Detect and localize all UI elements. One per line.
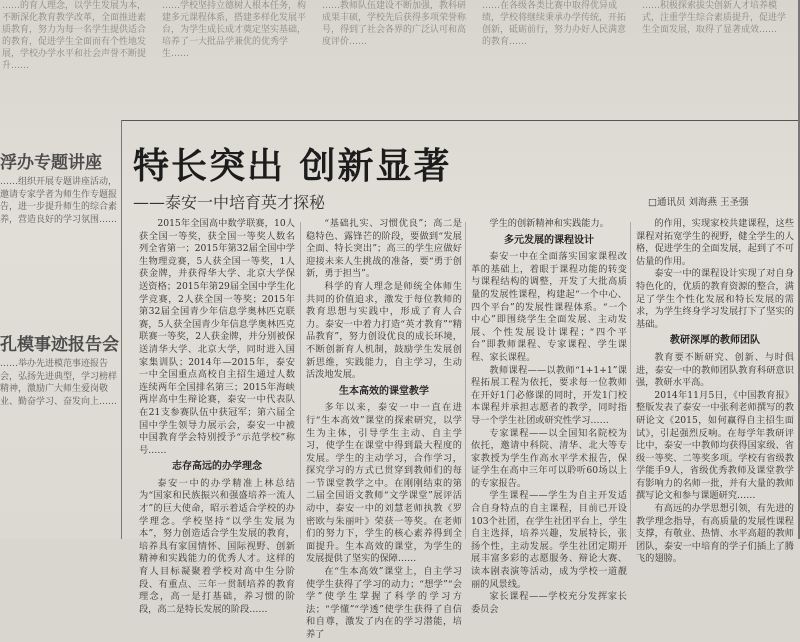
paragraph: 学生课程——学生为自主开发适合自身特点的自主课程，目前已开设103个社团，在学生社团平台上，学生自主选择，培养兴趣，发展特长，张扬个性，主动发展。学生社团定期开展丰富多彩的志愿服务、辩论大赛、读本剧表演等活动，成为学校一道靓丽的风景线。	[471, 490, 627, 590]
top-column: ……学校坚持立德树人根本任务，构建多元课程体系，搭建多样化发展平台，为学生成长成才奠定坚实基础，培养了一大批品学兼优的优秀学生……	[162, 1, 307, 59]
article-title: 特长突出 创新显著	[133, 145, 452, 187]
section-heading: 多元发展的课程设计	[504, 234, 594, 246]
paragraph: 泰安一中在全面落实国家课程改革的基础上，着眼于课程功能的转变与课程结构的调整，开发了大批高质量的发展性课程，构建起“一个中心、四个平台”的发展性课程体系。“一个中心”即围绕学生全面发展、主动发展、个性发展设计课程；“四个平台”即教师课程、专家课程、学生课程、家长课程。	[471, 251, 627, 363]
paragraph: 的作用，实现家校共建课程，这些课程对拓宽学生的视野，健全学生的人格，促进学生的全面发展，起到了不可估量的作用。	[636, 218, 794, 267]
section-heading: 生本高效的课堂教学	[339, 385, 429, 397]
paragraph: 教育要不断研究、创新、与时俱进，泰安一中的教师团队教育科研意识强，教研水平高。	[636, 351, 794, 389]
side-headline: 浮办专题讲座	[0, 153, 102, 173]
column-rule	[630, 222, 631, 539]
top-column: ……在各级各类比赛中取得优异成绩，学校将继续秉承办学传统，开拓创新，砥砺前行，努力办好人民满意的教育……	[482, 1, 627, 47]
paragraph: 2015年全国高中数学联赛，10人获全国一等奖，获全国一等奖人数名列全省第一；2015年第32届全国中学生物理竞赛，5人获全国一等奖，1人获金牌，并获得华大学、北京大学保送资格；2015年第29届全国中学生化学竞赛，2人获全国一等奖；2015年第32届全国青少年信息学奥林匹克联赛，5人获全国青少年信息学奥林匹克联赛一等奖，2人获金牌，并分别被保送清华大学、北京大学，同时进入国家集训队；2014年—2015年，泰安一中全国重点高校自主招生通过人数连续两年全国排名第三；2015年海峡两岸高中生辩论赛，泰安一中代表队在21支参赛队伍中获冠军；第六届全国中学生领导力展示会，泰安一中被中国教育学会特别授予“示范学校”称号……	[139, 218, 295, 456]
section-heading: 教研深厚的教师团队	[670, 335, 760, 347]
paragraph: 家长课程——学校充分发挥家长委员会	[471, 591, 627, 615]
top-rule	[122, 120, 798, 121]
top-column: ……教师队伍建设不断加强，教科研成果丰硕，学校先后获得多项荣誉称号，得到了社会各界的广泛认可和高度评价……	[322, 1, 467, 47]
paragraph: 教师课程——以教师“1+1+1”课程拓展工程为依托，要求每一位教师在开好1门必修课的同时，开发1门校本课程并承担志愿者的教学，同时指导一个学生社团或研究性学习……	[471, 364, 627, 426]
paragraph: 多年以来，泰安一中一直在进行“生本高效”课堂的探索研究，以学生为主体，引导学生主动、自主学习，使学生在课堂中得到最大程度的发展。学生的主动学习，合作学习，探究学习的方式已贯穿到教师们的每一节课堂教学之中。在刚刚结束的第二届全国语文教师“文学课堂”展评活动中，泰安一中的刘慧老师执教《罗密欧与朱丽叶》荣获一等奖。在老师们的努力下，学生的核心素养得到全面提升。生本高效的课堂，为学生的发展提供了坚实的保障……	[306, 402, 462, 565]
paragraph: 在“生本高效”课堂上，自主学习使学生获得了学习的动力；“想学”“会学”使学生掌握了科学的学习方法；“学懂”“学透”使学生获得了自信和自尊，激发了内在的学习潜能，培养了	[306, 566, 462, 640]
paragraph: 学生的创新精神和实践能力。	[489, 218, 609, 229]
article-column-1	[139, 218, 295, 615]
side-headline: 孔模事迹报告会	[0, 335, 119, 355]
previous-article-strip	[0, 0, 800, 115]
paragraph: 2014年11月5日，《中国教育报》整版发表了泰安一中张利老师撰写的教研论文《2015，如何赢得自主招生面试》，引起强烈反响。在每学年教研评比中，泰安一中教师均获得国家级、省级一等奖、二等奖多项。学校有省级教学能手9人，省级优秀教师及课堂教学有影响力的名师一批，并有大量的教师撰写论文和参与课题研究……	[636, 389, 794, 502]
paragraph: 专家课程——以全国知名院校为依托，邀请中科院、清华、北大等专家教授为学生作高水平学术报告，保证学生在高中三年可以聆听60场以上的专家报告。	[471, 427, 627, 489]
column-rule	[300, 222, 301, 539]
top-column: ……的育人理念，以学生发展为本，不断深化教育教学改革，全面推进素质教育，努力为每一名学生提供适合的教育，促进学生全面而有个性地发展，学校办学水平和社会声誉不断提升……	[2, 1, 147, 71]
article-column-3	[471, 218, 627, 615]
paragraph: 泰安一中的办学精准上林总结为“国家和民族振兴和强盛培养一流人才”的巨大使命，昭示着适合学校的办学理念。学校坚持“以学生发展为本”，努力创造适合学生发展的教育，培养具有家国情怀、国际视野、创新精神和实践能力的优秀人才。这样的育人目标凝聚着学校对高中生分阶段、有重点、三年一贯制培养的教育理念，高一是打基础，养习惯的阶段，高二是特长发展的阶段……	[139, 477, 295, 615]
left-column-rule	[121, 120, 122, 539]
article-column-2	[306, 218, 462, 640]
side-text: ……举办先进模范事迹报告会，弘扬先进典型，学习榜样精神，激励广大师生爱岗敬业、勤奋学习、奋发向上……	[0, 359, 118, 407]
article-byline: □通讯员 刘海燕 王圣强	[648, 197, 749, 208]
paragraph: 科学的育人理念是师统全体师生共同的价值追求，激发于每位教师的教育思想与实践中，形成了育人合力。泰安一中着力打造“英才教育”“精品教育”，努力创设优良的成长环境，不断创新育人机制，鼓励学生发展创新思维，实践能力，自主学习，生动活泼地发展。	[306, 280, 462, 381]
paragraph: 泰安一中的课程设计实现了对自身特色化的，优质的教育资源的整合，满足了学生个性化发展和特长发展的需求，为学生终身学习发展打下了坚实的基础。	[636, 268, 794, 330]
side-text: ……组织开展专题讲座活动，邀请专家学者为师生作专题报告，进一步提升师生的综合素养，营造良好的学习氛围……	[0, 177, 118, 225]
paragraph: “基础扎实、习惯优良”；高二是稳特色、露锋芒的阶段，要做到“发展全面、特长突出”；高三的学生应做好迎接未来人生挑战的准备，要“勇于创新，勇于担当”。	[306, 218, 462, 280]
section-heading: 志存高远的办学理念	[172, 461, 262, 473]
column-rule	[465, 222, 466, 539]
article-subtitle: ——泰安一中培育英才探秘	[133, 193, 326, 212]
article-column-4	[636, 218, 794, 565]
top-column: ……积极探索拔尖创新人才培养模式，注重学生综合素质提升，促进学生全面发展，取得了显著成效……	[642, 1, 787, 35]
paragraph: 有高远的办学思想引领，有先进的教学理念指导，有高质量的发展性课程支撑，有敬业、热情、水平高超的教师团队，泰安一中培育的学子们插上了腾飞的翅膀。	[636, 503, 794, 565]
